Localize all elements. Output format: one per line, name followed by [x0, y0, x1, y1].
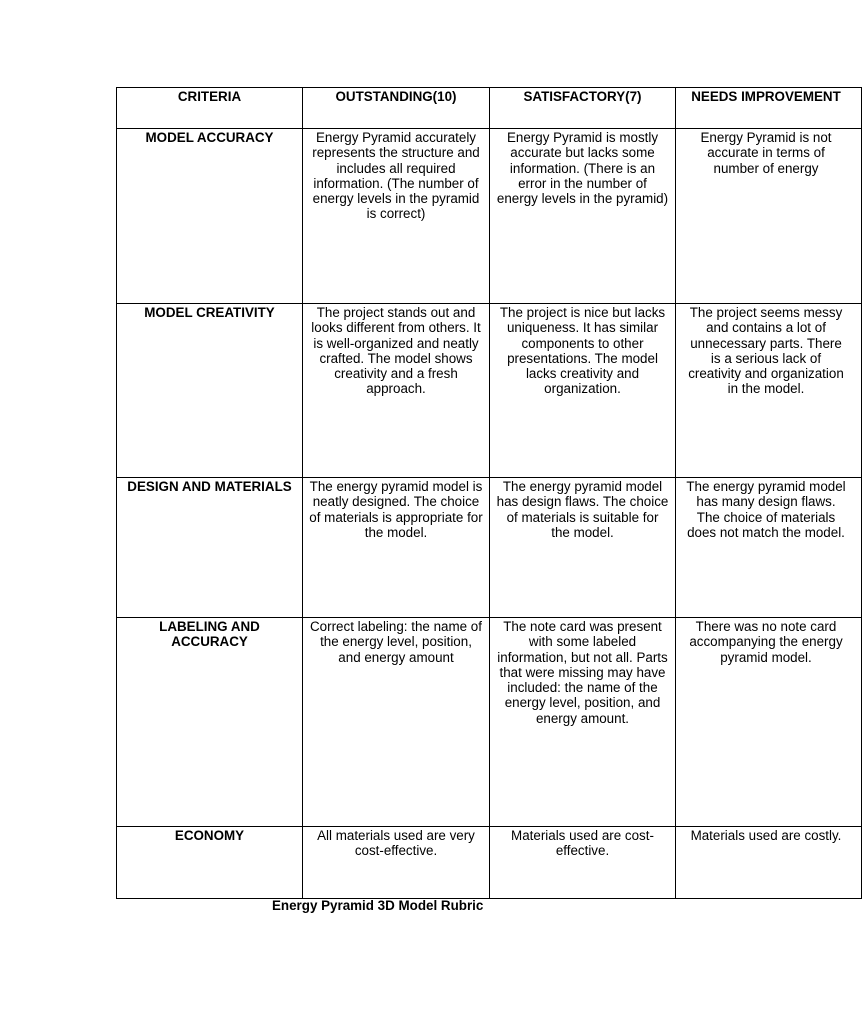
header-satisfactory: SATISFACTORY(7) — [490, 88, 676, 129]
criteria-cell: LABELING AND ACCURACY — [117, 618, 303, 827]
table-row — [117, 478, 862, 618]
table-row — [117, 304, 862, 478]
outstanding-cell: Correct labeling: the name of the energy level, position, and energy amount — [303, 618, 490, 827]
criteria-cell: MODEL ACCURACY — [117, 129, 303, 304]
header-needs-improvement: NEEDS IMPROVEMENT — [676, 88, 862, 129]
needs-improvement-cell: There was no note card accompanying the energy pyramid model. — [676, 618, 862, 827]
rubric-table — [116, 87, 862, 899]
table-caption: Energy Pyramid 3D Model Rubric — [272, 898, 484, 913]
outstanding-cell: All materials used are very cost-effective. — [303, 827, 490, 899]
needs-improvement-cell: The project seems messy and contains a lot of unnecessary parts. There is a serious lack of creativity and organization in the model. — [676, 304, 862, 478]
satisfactory-cell: Energy Pyramid is mostly accurate but lacks some information. (There is an error in the number of energy levels in the pyramid) — [490, 129, 676, 304]
table-row — [117, 827, 862, 899]
satisfactory-cell: The note card was present with some labeled information, but not all. Parts that were missing may have included: the name of the energy level, position, and energy amount. — [490, 618, 676, 827]
header-outstanding: OUTSTANDING(10) — [303, 88, 490, 129]
needs-improvement-cell: Materials used are costly. — [676, 827, 862, 899]
table-row — [117, 129, 862, 304]
needs-improvement-cell: The energy pyramid model has many design flaws. The choice of materials does not match the model. — [676, 478, 862, 618]
criteria-cell: ECONOMY — [117, 827, 303, 899]
satisfactory-cell: Materials used are cost-effective. — [490, 827, 676, 899]
criteria-cell: MODEL CREATIVITY — [117, 304, 303, 478]
needs-improvement-cell: Energy Pyramid is not accurate in terms of number of energy — [676, 129, 862, 304]
criteria-cell: DESIGN AND MATERIALS — [117, 478, 303, 618]
header-row — [117, 88, 862, 129]
outstanding-cell: The energy pyramid model is neatly designed. The choice of materials is appropriate for the model. — [303, 478, 490, 618]
satisfactory-cell: The project is nice but lacks uniqueness. It has similar components to other presentations. The model lacks creativity and organization. — [490, 304, 676, 478]
header-criteria: CRITERIA — [117, 88, 303, 129]
satisfactory-cell: The energy pyramid model has design flaws. The choice of materials is suitable for the model. — [490, 478, 676, 618]
outstanding-cell: The project stands out and looks different from others. It is well-organized and neatly crafted. The model shows creativity and a fresh approach. — [303, 304, 490, 478]
table-row — [117, 618, 862, 827]
outstanding-cell: Energy Pyramid accurately represents the structure and includes all required information. (The number of energy levels in the pyramid is correct) — [303, 129, 490, 304]
